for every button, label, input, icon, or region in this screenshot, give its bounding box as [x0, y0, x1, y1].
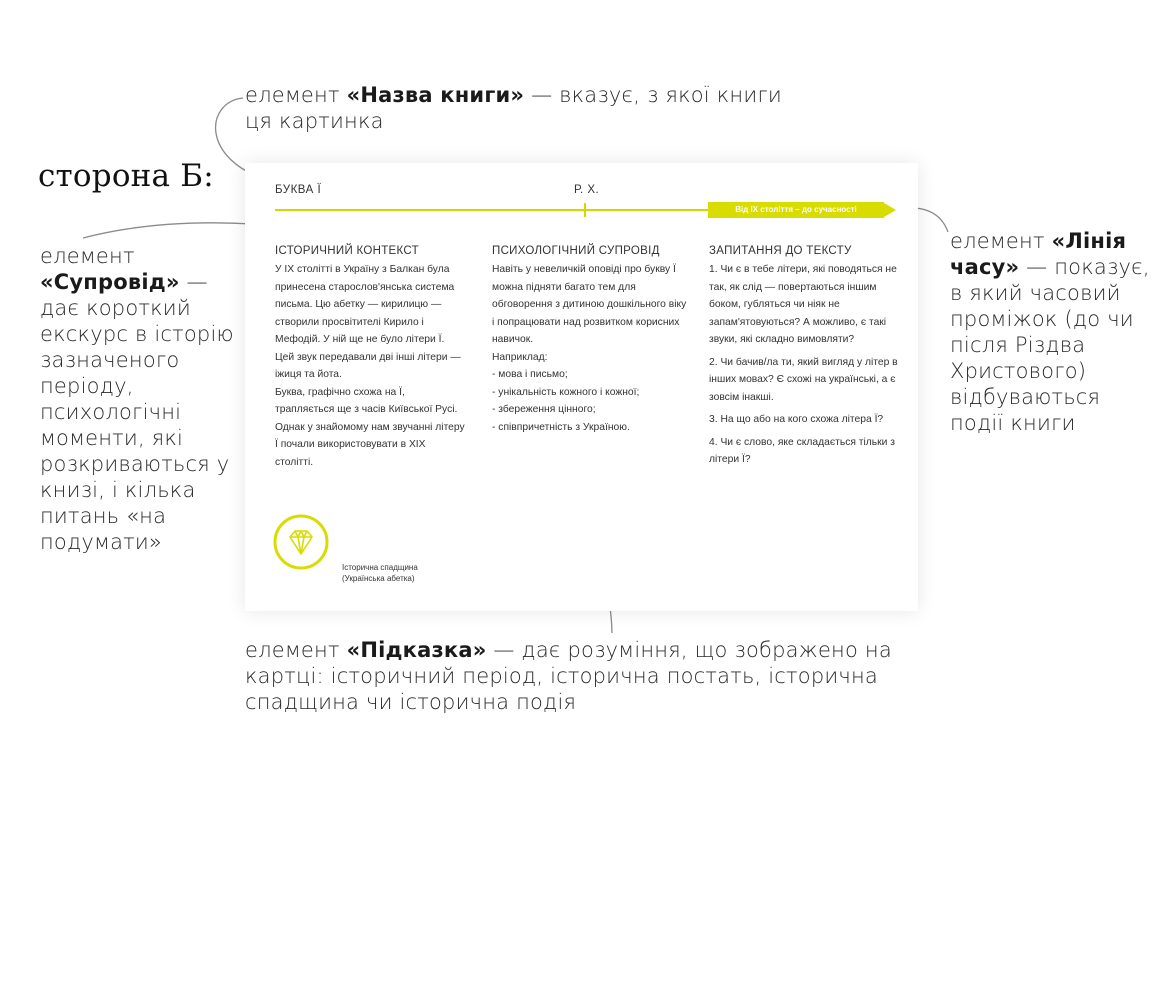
paragraph: Наприклад:	[492, 351, 548, 363]
annotation-term: «Назва книги»	[346, 83, 525, 107]
list-item: - мова і письмо;	[492, 369, 568, 380]
question-item: 2. Чи бачив/ла ти, який вигляд у літер в інших мовах? Є схожі на українські, а є зовсім інакші.	[709, 356, 898, 403]
annotation-prefix: елемент	[40, 244, 135, 268]
diamond-icon	[273, 514, 329, 570]
timeline-tick	[584, 203, 586, 217]
annotation-book-title	[245, 82, 805, 134]
paragraph: У IX столітті в Україну з Балкан була принесена старослов'янська система письма. Цю абетку — кирилицю — створили просвітителі Кирило і Мефодій. У ній ще не було літери Ї. Цей звук передавали дві інші літери — іжиця та йота.	[275, 264, 461, 380]
timeline-badge: Від IX століття – до сучасності	[708, 202, 884, 218]
annotation-term: «Лінія часу»	[950, 229, 1127, 279]
annotation-text: — дає короткий екскурс в історію зазначеного періоду, психологічні моменти, які розкриваються у книзі, і кілька питань «на подумати»	[40, 270, 234, 554]
question-item: 1. Чи є в тебе літери, які поводяться не так, як слід — повертаються іншим боком, губляться чи ніяк не запам'ятовуються? А можливо, є такі звуки, які складно вимовляти?	[709, 264, 897, 345]
side-heading: сторона Б:	[38, 158, 214, 194]
annotation-timeline	[950, 228, 1150, 436]
annotation-prefix: елемент	[245, 83, 347, 107]
question-item: 3. На що або на кого схожа літера Ї?	[709, 414, 884, 425]
list-item: - збереження цінного;	[492, 404, 596, 415]
column-psychological-support	[492, 245, 688, 436]
card-side-b	[245, 163, 918, 611]
era-marker-label: Р. Х.	[574, 184, 600, 196]
annotation-prefix: елемент	[950, 229, 1052, 253]
question-item: 4. Чи є слово, яке складається тільки з літери Ї?	[709, 436, 895, 465]
column-text-questions	[709, 245, 901, 474]
column-heading: ІСТОРИЧНИЙ КОНТЕКСТ	[275, 245, 419, 257]
column-historical-context	[275, 245, 465, 471]
column-body	[492, 261, 688, 436]
paragraph: Буква, графічно схожа на Ї, трапляється ще з часів Київської Русі. Однак у знайомому нам звучанні літеру Ї почали використовувати в XIX столітті.	[275, 386, 465, 468]
annotation-prefix: елемент	[245, 638, 347, 662]
annotation-hint	[245, 637, 925, 715]
timeline-arrow-icon	[884, 203, 896, 217]
annotation-support	[40, 243, 240, 555]
list-item: - унікальність кожного і кожної;	[492, 386, 640, 398]
column-body	[275, 261, 465, 471]
annotation-term: «Підказка»	[346, 638, 487, 662]
heritage-line: (Українська абетка)	[342, 574, 415, 583]
annotation-text: — показує, в який часовий проміжок (до чи після Різдва Христового) відбуваються події книги	[950, 255, 1150, 435]
paragraph: Навіть у невеличкій оповіді про букву Ї можна підняти багато тем для обговорення з дитиною дошкільного віку і попрацювати над розвитком корисних навичок.	[492, 264, 687, 345]
heritage-line: Історична спадщина	[342, 563, 418, 572]
annotation-term: «Супровід»	[40, 270, 180, 294]
column-heading: ПСИХОЛОГІЧНИЙ СУПРОВІД	[492, 245, 660, 257]
list-item: - співпричетність з Україною.	[492, 421, 630, 433]
column-heading: ЗАПИТАННЯ ДО ТЕКСТУ	[709, 245, 852, 257]
book-title-label: БУКВА Ї	[275, 184, 322, 196]
heritage-hint	[342, 562, 418, 584]
annotation-text: — вказує, з якої книги ця картинка	[245, 83, 782, 133]
annotation-text: — дає розуміння, що зображено на картці: історичний період, історична постать, історична спадщина чи історична подія	[245, 638, 892, 714]
